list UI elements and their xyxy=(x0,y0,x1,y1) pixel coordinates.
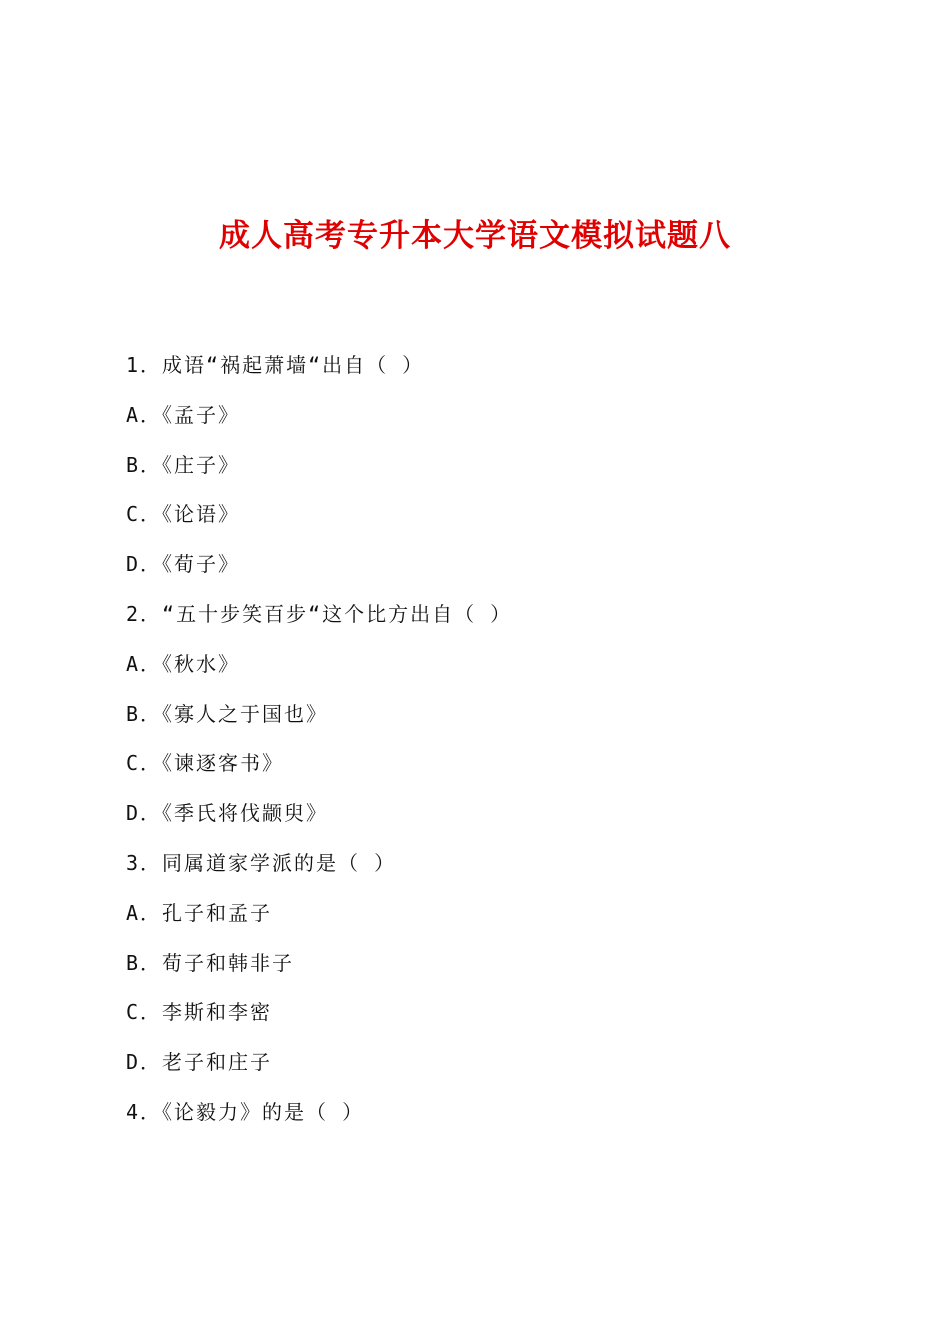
question-1-option-d: D．《荀子》 xyxy=(126,552,241,577)
question-1-option-a: A．《孟子》 xyxy=(126,402,241,427)
question-2-option-c: C．《谏逐客书》 xyxy=(126,751,285,776)
question-4-stem: 4．《论毅力》的是（ ） xyxy=(126,1099,365,1124)
question-3-stem: 3．同属道家学派的是（ ） xyxy=(126,850,397,875)
question-list xyxy=(126,346,886,1143)
document-title: 成人高考专升本大学语文模拟试题八 xyxy=(219,218,731,254)
question-2-stem: 2．“五十步笑百步“这个比方出自（ ） xyxy=(126,601,513,626)
question-3-option-c: C．李斯和李密 xyxy=(126,1000,273,1025)
question-3-option-a: A．孔子和孟子 xyxy=(126,900,273,925)
question-2-option-a: A．《秋水》 xyxy=(126,651,241,676)
question-2-option-d: D．《季氏将伐颛臾》 xyxy=(126,801,329,826)
question-1-stem: 1．成语“祸起萧墙“出自（ ） xyxy=(126,353,425,377)
question-2-option-b: B．《寡人之于国也》 xyxy=(126,701,329,726)
question-3-option-d: D．老子和庄子 xyxy=(126,1050,273,1075)
question-1-option-c: C．《论语》 xyxy=(126,502,241,527)
question-3-option-b: B．荀子和韩非子 xyxy=(126,950,295,975)
question-1-option-b: B．《庄子》 xyxy=(126,452,241,477)
